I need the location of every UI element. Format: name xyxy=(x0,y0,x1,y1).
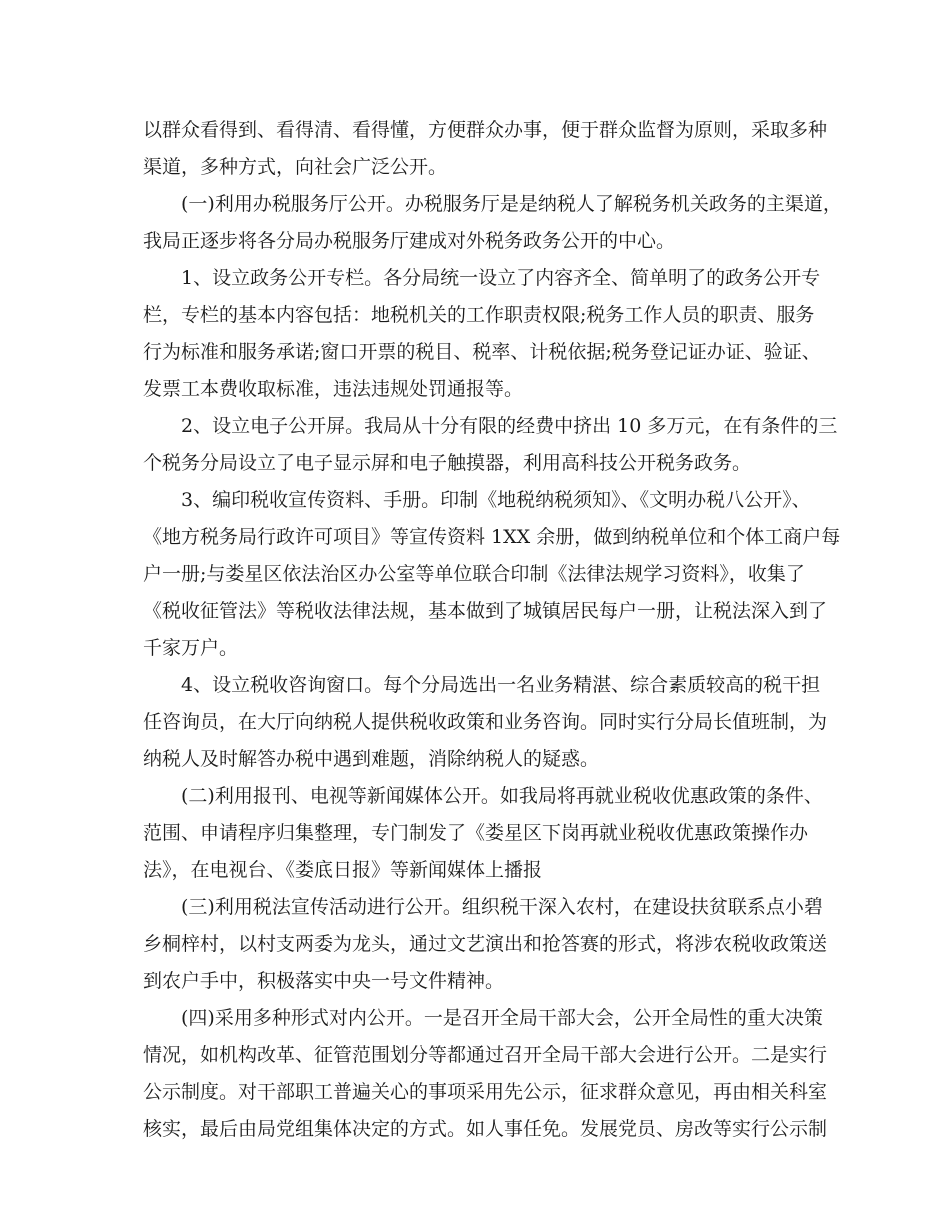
text-line: 纳税人及时解答办税中遇到难题，消除纳税人的疑惑。 xyxy=(143,748,600,770)
paragraph-heading-2: (二)利用报刊、电视等新闻媒体公开。如我局将再就业税收优惠政策的条件、 xyxy=(181,785,823,807)
text-line: 法》，在电视台、《娄底日报》等新闻媒体上播报 xyxy=(143,859,543,881)
text-line: 千家万户。 xyxy=(143,637,239,659)
text-line: 我局正逐步将各分局办税服务厅建成对外税务政务公开的中心。 xyxy=(143,230,676,252)
text-line: 范围、申请程序归集整理，专门制发了《娄星区下岗再就业税收优惠政策操作办 xyxy=(143,822,809,844)
text-line: 到农户手中，积极落实中央一号文件精神。 xyxy=(143,970,505,992)
list-item-3: 3、编印税收宣传资料、手册。印制《地税纳税须知》、《文明办税八公开》、 xyxy=(181,489,811,511)
text-line: 《税收征管法》等税收法律法规，基本做到了城镇居民每户一册，让税法深入到了 xyxy=(143,600,828,622)
text-line: 行为标准和服务承诺;窗口开票的税目、税率、计税依据;税务登记证办证、验证、 xyxy=(143,341,821,363)
list-item-4: 4、设立税收咨询窗口。每个分局选出一名业务精湛、综合素质较高的税干担 xyxy=(181,674,821,696)
list-item-2: 2、设立电子公开屏。我局从十分有限的经费中挤出 10 多万元，在有条件的三 xyxy=(181,415,838,437)
text-line: 发票工本费收取标准，违法违规处罚通报等。 xyxy=(143,378,524,400)
text-line: 以群众看得到、看得清、看得懂，方便群众办事，便于群众监督为原则，采取多种 xyxy=(143,119,828,141)
text-line: 乡桐梓村，以村支两委为龙头，通过文艺演出和抢答赛的形式，将涉农税收政策送 xyxy=(143,933,828,955)
text-line: 任咨询员，在大厅向纳税人提供税收政策和业务咨询。同时实行分局长值班制，为 xyxy=(143,711,828,733)
text-line: 户一册;与娄星区依法治区办公室等单位联合印制《法律法规学习资料》，收集了 xyxy=(143,563,805,585)
document-body xyxy=(143,112,842,1148)
text-line: 个税务分局设立了电子显示屏和电子触摸器，利用高科技公开税务政务。 xyxy=(143,452,752,474)
paragraph-heading-1: (一)利用办税服务厅公开。办税服务厅是是纳税人了解税务机关政务的主渠道， xyxy=(181,193,842,215)
paragraph-heading-4: (四)采用多种形式对内公开。一是召开全局干部大会，公开全局性的重大决策 xyxy=(181,1007,823,1029)
text-line: 公示制度。对干部职工普遍关心的事项采用先公示，征求群众意见，再由相关科室 xyxy=(143,1081,828,1103)
text-line: 情况，如机构改革、征管范围划分等都通过召开全局干部大会进行公开。二是实行 xyxy=(143,1044,828,1066)
list-item-1: 1、设立政务公开专栏。各分局统一设立了内容齐全、简单明了的政务公开专 xyxy=(181,267,821,289)
text-line: 《地方税务局行政许可项目》等宣传资料 1XX 余册，做到纳税单位和个体工商户每 xyxy=(143,526,841,548)
text-line: 核实，最后由局党组集体决定的方式。如人事任免。发展党员、房改等实行公示制 xyxy=(143,1118,828,1140)
paragraph-heading-3: (三)利用税法宣传活动进行公开。组织税干深入农村，在建设扶贫联系点小碧 xyxy=(181,896,823,918)
text-line: 渠道，多种方式，向社会广泛公开。 xyxy=(143,156,448,178)
text-line: 栏，专栏的基本内容包括：地税机关的工作职责权限;税务工作人员的职责、服务 xyxy=(143,304,815,326)
